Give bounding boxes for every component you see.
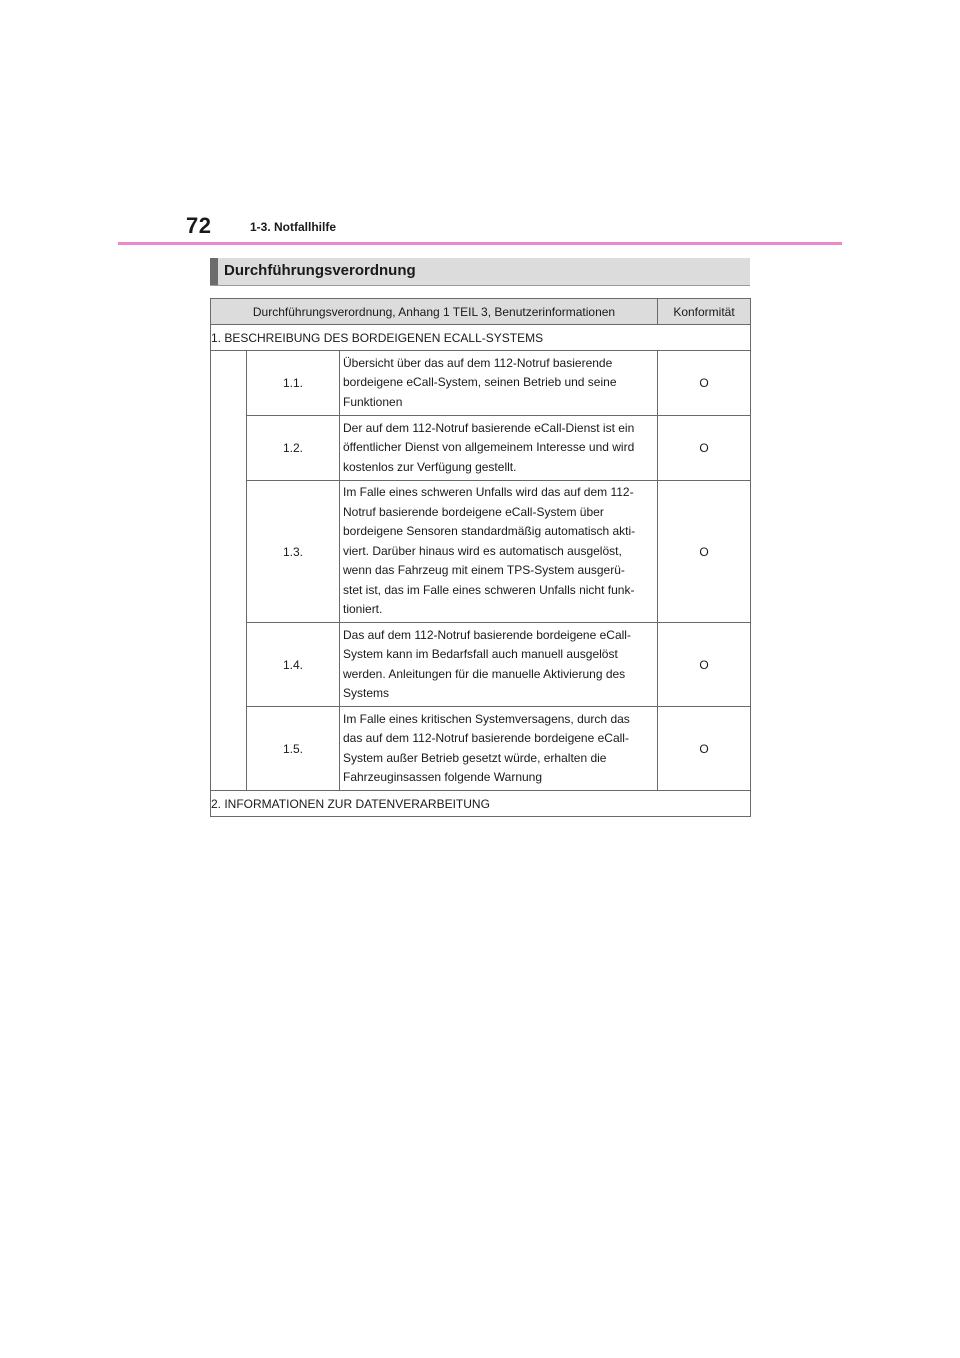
row-number: 1.4. [247,623,340,707]
row-number: 1.2. [247,416,340,481]
description-line: bordeigene Sensoren standardmäßig automatisch akti- [343,524,636,539]
section-row-2 [211,791,751,817]
table-row [211,351,751,416]
description-line: wenn das Fahrzeug mit einem TPS-System ausgerü- [343,563,625,578]
description-line: tioniert. [343,602,383,617]
column-header-conformity: Konformität [658,299,751,325]
row-number: 1.3. [247,481,340,623]
row-description [340,481,658,623]
row-description [340,416,658,481]
row-conformity: O [658,351,751,416]
heading-bar [210,258,218,285]
description-line: das auf dem 112-Notruf basierende bordeigene eCall- [343,731,629,745]
section-1-title: 1. BESCHREIBUNG DES BORDEIGENEN ECALL-SYSTEMS [211,325,751,351]
description-line: Funktionen [343,394,403,409]
description-line: viert. Darüber hinaus wird es automatisch ausgelöst, [343,543,622,558]
description-line: Fahrzeuginsassen folgende Warnung [343,770,543,784]
section-row-1 [211,325,751,351]
indent-cell [211,351,247,791]
column-header-regulation: Durchführungsverordnung, Anhang 1 TEIL 3, Benutzerinformationen [211,299,658,325]
heading-title: Durchführungsverordnung [224,262,416,279]
row-description [340,351,658,416]
description-line: Im Falle eines kritischen Systemversagens, durch das [343,711,630,726]
table-row [211,481,751,623]
page-header [0,0,960,250]
description-line: Systems [343,686,390,700]
row-number: 1.1. [247,351,340,416]
description-line: Übersicht über das auf dem 112-Notruf basierende [343,355,613,370]
description-line: Das auf dem 112-Notruf basierende bordeigene eCall- [343,627,631,642]
description-line: werden. Anleitungen für die manuelle Aktivierung des [343,666,626,681]
row-description [340,623,658,707]
table-header-row [211,299,751,325]
description-line: bordeigene eCall-System, seinen Betrieb und seine [343,375,617,390]
table-row [211,707,751,791]
description-line: stet ist, das im Falle eines schweren Unfalls nicht funk- [343,582,635,597]
description-line: Der auf dem 112-Notruf basierende eCall-Dienst ist ein [343,420,635,435]
row-number: 1.5. [247,707,340,791]
description-line: System außer Betrieb gesetzt würde, erhalten die [343,750,607,765]
section-heading [210,258,750,286]
description-line: Im Falle eines schweren Unfalls wird das auf dem 112- [343,485,634,500]
table-row [211,416,751,481]
table-row [211,623,751,707]
description-line: System kann im Bedarfsfall auch manuell ausgelöst [343,647,618,661]
section-label: 1-3. Notfallhilfe [250,220,337,234]
description-line: kostenlos zur Verfügung gestellt. [343,459,517,474]
row-conformity: O [658,623,751,707]
header-rule [118,242,842,245]
section-2-title: 2. INFORMATIONEN ZUR DATENVERARBEITUNG [211,791,751,817]
row-conformity: O [658,481,751,623]
regulation-table [210,298,751,817]
row-conformity: O [658,416,751,481]
page-number: 72 [186,213,212,238]
description-line: öffentlicher Dienst von allgemeinem Interesse und wird [343,440,635,455]
description-line: Notruf basierende bordeigene eCall-System über [343,504,604,519]
row-conformity: O [658,707,751,791]
row-description [340,707,658,791]
